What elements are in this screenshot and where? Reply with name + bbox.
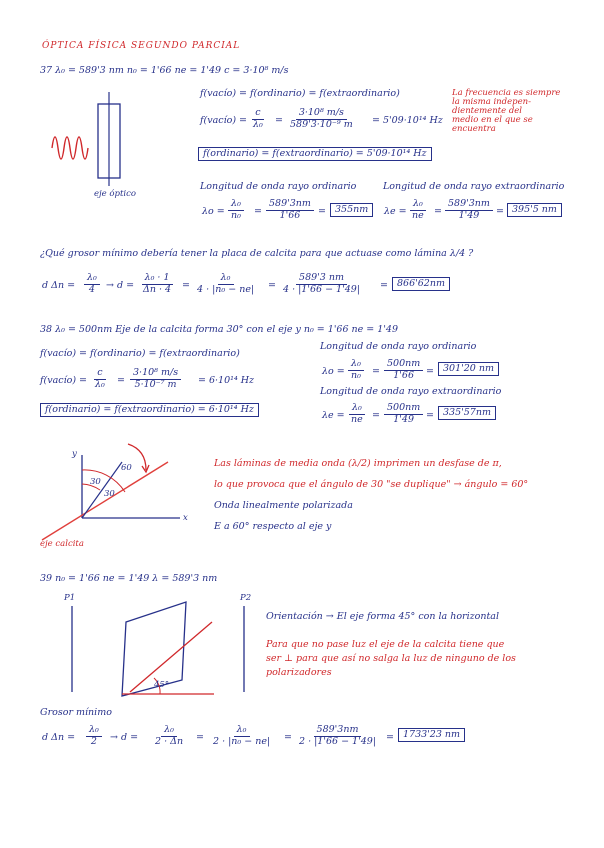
frac-den: ne	[412, 209, 424, 221]
frac-num: λ₀	[410, 199, 426, 211]
equals-sign: =	[275, 115, 283, 126]
polarizer-1-label: P1	[64, 593, 76, 603]
frac-num: λ₀	[86, 725, 102, 737]
p38-freq-boxed: f(ordinario) = f(extraordinario) = 6·10¹⁴ Hz	[40, 403, 259, 417]
p38-note-3: Onda linealmente polarizada	[214, 500, 353, 511]
angle-45-label: 45°	[154, 680, 170, 690]
frac-num: λ₀	[84, 273, 100, 285]
frac-num: 500nm	[384, 359, 423, 371]
plate-diagonal-line	[130, 622, 212, 692]
equals-sign: =	[196, 732, 204, 743]
equals-sign: =	[318, 206, 326, 217]
p37-lo-result: 355nm	[330, 203, 373, 217]
angle-60-label: 60	[121, 463, 132, 473]
frac-num: λ₀	[234, 725, 250, 737]
frac-den: 4 · |1'66 − 1'49|	[283, 283, 360, 295]
p38-lo-result: 301'20 nm	[438, 362, 499, 376]
p39-note-2: ser ⊥ para que así no salga la luz de ninguno de los	[266, 653, 516, 664]
p39-frac1	[86, 725, 102, 748]
frac-den: n₀	[351, 369, 361, 381]
equals-sign: =	[426, 410, 434, 421]
frac-num: 500nm	[384, 403, 423, 415]
p38-fvac-lhs: f(vacío) =	[40, 375, 88, 386]
frac-den: 2 · Δn	[155, 735, 184, 747]
equals-sign: =	[117, 375, 125, 386]
p39-lhs: d Δn =	[42, 732, 76, 743]
p38-lo-title: Longitud de onda rayo ordinario	[320, 341, 477, 352]
frac-den: 4 · |n₀ − ne|	[197, 283, 255, 295]
p38-note-1: Las láminas de media onda (λ/2) imprimen un desfase de π,	[214, 458, 502, 469]
frac-num: 3·10⁸ m/s	[130, 368, 181, 380]
equals-sign: =	[182, 280, 190, 291]
frac-num: 589'3nm	[445, 199, 493, 211]
frac-den: λ₀	[95, 378, 105, 390]
angle-30b-label: 30	[104, 489, 115, 499]
frac-num: c	[252, 108, 263, 120]
frac-den: 1'66	[393, 369, 414, 381]
equals-sign: =	[284, 732, 292, 743]
frac-num: λ₀	[349, 403, 365, 415]
frac-num: λ₀ · 1	[142, 273, 173, 285]
p38-note-2: lo que provoca que el ángulo de 30 "se duplique" → ángulo = 60°	[214, 479, 529, 490]
frac-den: 2 · |n₀ − ne|	[213, 735, 271, 747]
optic-axis-label: eje óptico	[94, 189, 136, 199]
frac-num: λ₀	[228, 199, 244, 211]
frac-num: 589'3nm	[314, 725, 362, 737]
frac-num: 589'3 nm	[296, 273, 347, 285]
frac-den: 1'49	[458, 209, 480, 221]
frac-num: c	[94, 368, 105, 380]
p37-fvac-lhs: f(vacío) =	[200, 115, 248, 126]
p37-le-title: Longitud de onda rayo extraordinario	[383, 181, 565, 192]
frac-den: 4	[88, 283, 95, 295]
calcite-axis-label: eje calcita	[40, 539, 84, 549]
frac-num: λ₀	[348, 359, 364, 371]
q-lhs: d Δn =	[42, 280, 76, 291]
q-arrow: → d =	[106, 280, 135, 291]
y-axis-label: y	[72, 449, 77, 459]
p37-freq-boxed: f(ordinario) = f(extraordinario) = 5'09·10¹⁴ Hz	[198, 147, 432, 161]
p39-note-3: polarizadores	[266, 667, 332, 678]
frac-den: 5·10⁻⁷ m	[134, 378, 177, 390]
equals-sign: =	[386, 732, 394, 743]
equals-sign: =	[372, 366, 380, 377]
polarizer-2-label: P2	[240, 593, 252, 603]
p39-result: 1733'23 nm	[398, 728, 465, 742]
p37-lo-lhs: λo =	[202, 206, 225, 217]
p38-le-result: 335'57nm	[438, 406, 496, 420]
p37-freq-result: = 5'09·10¹⁴ Hz	[372, 115, 443, 126]
frac-den: 2	[90, 735, 97, 747]
question-text: ¿Qué grosor mínimo debería tener la placa de calcita para que actuase como lámina λ/4 ?	[40, 248, 474, 259]
p39-grosor-label: Grosor mínimo	[40, 707, 112, 718]
note-line: encuentra	[452, 123, 496, 134]
note-line: La frecuencia es siempre	[452, 88, 561, 98]
page-title: ÓPTICA FÍSICA SEGUNDO PARCIAL	[42, 41, 241, 51]
equals-sign: =	[254, 206, 262, 217]
frac-num: 3·10⁸ m/s	[296, 108, 347, 120]
equals-sign: =	[434, 206, 442, 217]
frac-den: 589'3·10⁻⁹ m	[290, 118, 353, 130]
p39-arrow: → d =	[110, 732, 139, 743]
p37-header: 37 λ₀ = 589'3 nm n₀ = 1'66 ne = 1'49 c = 3·10⁸ m/s	[40, 65, 289, 76]
frac-den: 1'66	[279, 209, 301, 221]
note-line: la misma indepen-	[452, 96, 531, 107]
frac-num: λ₀	[161, 725, 177, 737]
equals-sign: =	[372, 410, 380, 421]
p37-freq-equality: f(vacío) = f(ordinario) = f(extraordinario)	[200, 88, 400, 99]
angle-30-label: 30	[90, 477, 101, 487]
p39-frac4	[296, 725, 379, 748]
p38-note-4: E a 60° respecto al eje y	[214, 521, 332, 532]
p38-freq-equality: f(vacío) = f(ordinario) = f(extraordinario)	[40, 348, 240, 359]
frac-num: 589'3nm	[266, 199, 314, 211]
p38-freq-result: = 6·10¹⁴ Hz	[198, 375, 255, 386]
frac-den: 1'49	[393, 413, 414, 425]
frac-num: λ₀	[218, 273, 234, 285]
frac-den: Δn · 4	[143, 283, 172, 295]
p38-header: 38 λ₀ = 500nm Eje de la calcita forma 30° con el eje y n₀ = 1'66 ne = 1'49	[40, 324, 399, 335]
equals-sign: =	[426, 366, 434, 377]
p39-frac2	[152, 725, 186, 748]
equals-sign: =	[380, 280, 388, 291]
p39-header: 39 n₀ = 1'66 ne = 1'49 λ = 589'3 nm	[40, 573, 218, 584]
p38-le-lhs: λe =	[322, 410, 345, 421]
note-line: dientemente del	[452, 105, 523, 116]
frac-den: 2 · |1'66 − 1'49|	[299, 735, 376, 747]
p38-lo-lhs: λo =	[322, 366, 345, 377]
p37-le-lhs: λe =	[384, 206, 407, 217]
frac-den: ne	[351, 413, 363, 425]
q-result: 866'62nm	[392, 277, 450, 291]
note-line: medio en el que se	[452, 114, 533, 125]
p39-orientation: Orientación → El eje forma 45° con la horizontal	[266, 611, 499, 622]
x-axis-label: x	[183, 513, 188, 523]
frac-den: n₀	[231, 209, 241, 221]
p39-note-1: Para que no pase luz el eje de la calcita tiene que	[266, 639, 505, 650]
p37-le-result: 395'5 nm	[507, 203, 562, 217]
p38-le-title: Longitud de onda rayo extraordinario	[320, 386, 502, 397]
p39-frac3	[210, 725, 273, 748]
p37-lo-title: Longitud de onda rayo ordinario	[200, 181, 357, 192]
equals-sign: =	[268, 280, 276, 291]
equals-sign: =	[496, 206, 504, 217]
frac-den: λ₀	[253, 118, 263, 130]
